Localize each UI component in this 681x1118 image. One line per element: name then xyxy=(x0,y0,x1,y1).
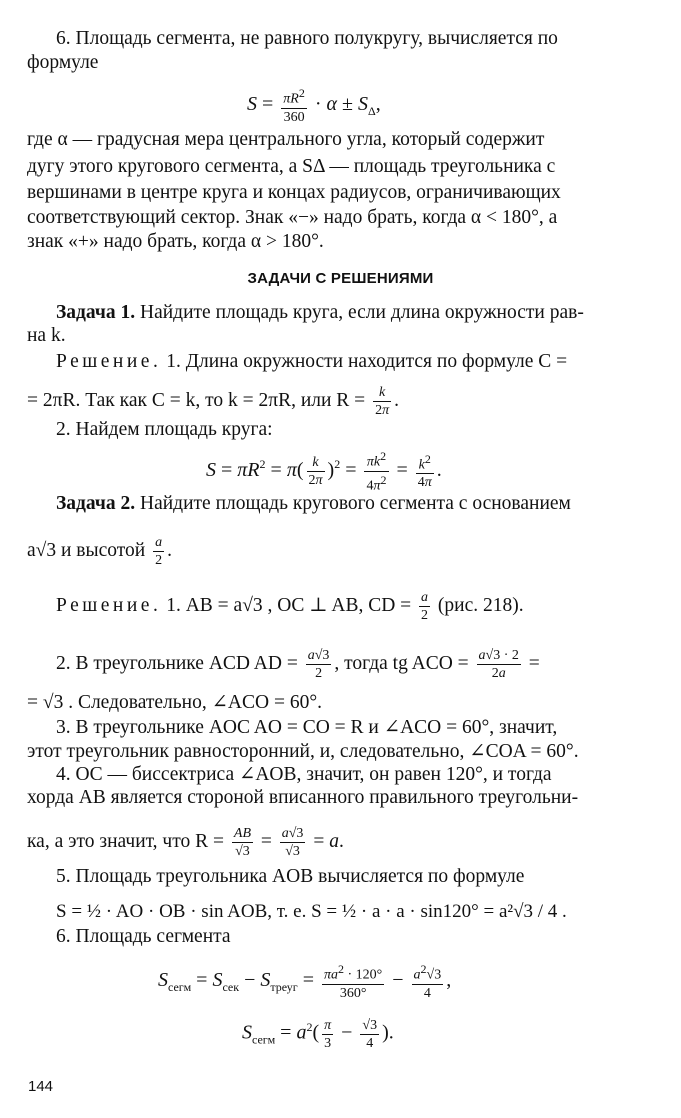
task-1-solution: Решение. 1. Длина окружности находится по формуле C = xyxy=(56,351,568,372)
text-line: 6. Площадь сегмента xyxy=(56,926,231,947)
text-line: S = ½ · AO · OB · sin AOB, т. е. S = ½ · a · a · sin120° = a²√3 / 4 . xyxy=(56,901,567,922)
text-line: вершинами в центре круга и концах радиусов, ограничивающих xyxy=(27,182,561,203)
task-2-statement: Задача 2. Найдите площадь кругового сегмента с основанием xyxy=(56,493,571,514)
text-line: = √3 . Следовательно, ∠ACO = 60°. xyxy=(27,692,323,713)
text-line: где α — градусная мера центрального угла, который содержит xyxy=(27,129,545,150)
text-line: знак «+» надо брать, когда α > 180°. xyxy=(27,231,324,252)
text-line: 5. Площадь треугольника AOB вычисляется по формуле xyxy=(56,866,525,887)
page-number: 144 xyxy=(28,1078,54,1095)
formula-circle-area: $S = \pi R^2 = \pi$( $\frac{k}{2\pi}$ )$^2$ = $\frac{\pi k^2}{4\pi^2}$ = $\frac{k^2}{4\pi}$ . xyxy=(206,449,442,494)
text-line: 2. Найдем площадь круга: xyxy=(56,419,273,440)
formula-segment-1: $S_{сегм} = S_{сек} - S_{треуг}$ = $\frac{\pi a^2 \cdot 120^\circ}{360^\circ}$ − $\frac{a^2√3}{4}$ , xyxy=(158,962,452,1001)
text-line: = 2πR. Так как C = k, то k = 2πR, или R = $\frac{k}{2\pi}$ . xyxy=(27,385,399,418)
text-line: a√3 и высотой $\frac{a}{2}$ . xyxy=(27,535,172,568)
text-line: 3. В треугольнике AOC AO = CO = R и ∠ACO = 60°, значит, xyxy=(56,717,558,738)
text-line: формуле xyxy=(27,52,99,73)
formula-segment-area: S = $\frac{\pi R^2}{360}$ · $\alpha \pm S_\Delta$, xyxy=(247,86,381,125)
text-line: на k. xyxy=(27,325,66,346)
text-line: хорда AB является стороной вписанного правильного треугольни- xyxy=(27,787,579,808)
text-line: 4. OC — биссектриса ∠AOB, значит, он равен 120°, и тогда xyxy=(56,764,552,785)
text-line: соответствующий сектор. Знак «−» надо брать, когда α < 180°, а xyxy=(27,207,558,228)
task-2-solution: Решение. 1. AB = a√3 , OC ⊥ AB, CD = $\frac{a}{2}$ (рис. 218). xyxy=(56,590,524,623)
text-line: 2. В треугольнике ACD AD = $\frac{a√3}{2}$ , тогда tg ACO = $\frac{a√3 \cdot 2}{2a}$ = xyxy=(56,648,540,681)
section-heading: ЗАДАЧИ С РЕШЕНИЯМИ xyxy=(247,270,434,287)
text-line: этот треугольник равносторонний, и, следовательно, ∠COA = 60°. xyxy=(27,741,579,762)
task-1-statement: Задача 1. Найдите площадь круга, если длина окружности рав- xyxy=(56,302,584,323)
formula-segment-2: $S_{сегм} = a^2$( $\frac{\pi}{3}$ − $\frac{√3}{4}$ ). xyxy=(242,1017,394,1051)
text-line: 6. Площадь сегмента, не равного полукругу, вычисляется по xyxy=(56,28,558,49)
text-line: ка, а это значит, что R = $\frac{AB}{√3}$ = $\frac{a√3}{√3}$ = a. xyxy=(27,826,344,859)
text-line: дугу этого кругового сегмента, а SΔ — площадь треугольника с xyxy=(27,156,556,177)
